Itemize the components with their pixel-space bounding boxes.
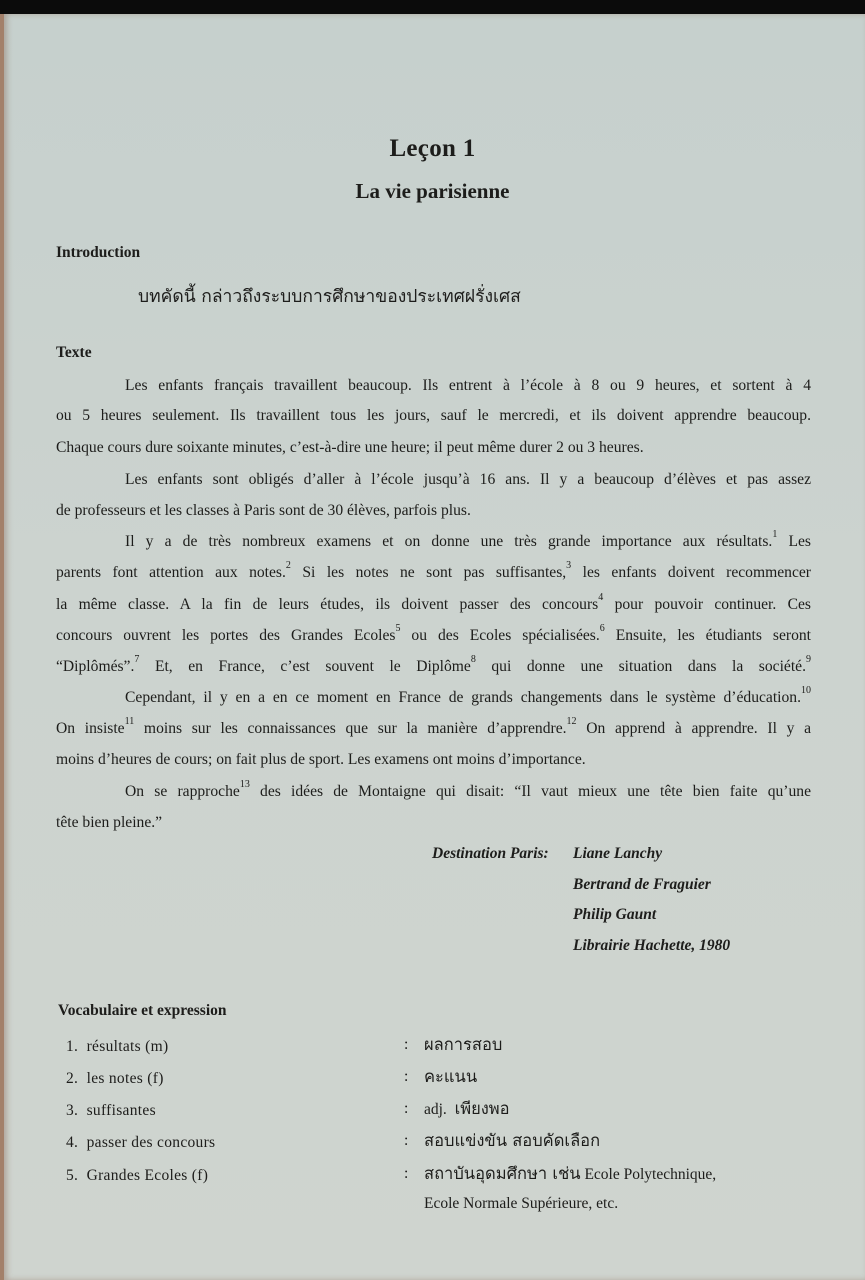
source-author: Liane Lanchy [573, 845, 663, 862]
texte-segment: qui donne une situation dans la société. [475, 658, 806, 675]
vocab-colon: : [404, 1165, 409, 1182]
texte-segment: des idées de Montaigne qui disait: “Il vaut mieux une tête bien faite qu’une [249, 783, 812, 800]
footnote-marker: 5 [395, 623, 401, 634]
introduction-text: บทคัดนี้ กล่าวถึงระบบการศึกษาของประเทศฝรั่งเศส [138, 287, 521, 307]
texte-line [125, 529, 812, 552]
vocab-term: Grandes Ecoles (f) [86, 1167, 209, 1184]
vocab-term-row: 2. les notes (f) [66, 1070, 164, 1087]
vocab-term-row: 3. suffisantes [66, 1102, 156, 1119]
footnote-marker: 7 [134, 654, 140, 665]
footnote-marker: 4 [598, 592, 604, 603]
vocab-colon: : [404, 1132, 409, 1149]
texte-segment: les enfants doivent recommencer [571, 564, 811, 581]
texte-line [56, 623, 812, 646]
vocab-term-row: 5. Grandes Ecoles (f) [66, 1167, 209, 1184]
vocab-colon: : [404, 1068, 409, 1085]
texte-line: tête bien pleine.” [56, 814, 163, 831]
footnote-marker: 3 [566, 560, 572, 571]
texte-line [125, 685, 811, 708]
texte-segment: “Diplômés”. [56, 658, 135, 675]
footnote-marker: 10 [801, 685, 811, 696]
footnote-marker: 1 [772, 529, 778, 540]
vocab-definition: ผลการสอบ [424, 1035, 503, 1054]
texte-line: moins d’heures de cours; on fait plus de sport. Les examens ont moins d’importance. [56, 751, 586, 768]
texte-line: Les enfants français travaillent beaucoup. Ils entrent à l’école à 8 ou 9 heures, et sortent à 4 [125, 377, 811, 394]
vocab-definition: คะแนน [424, 1067, 478, 1086]
vocab-term-row: 1. résultats (m) [66, 1038, 169, 1055]
texte-line: Les enfants sont obligés d’aller à l’école jusqu’à 16 ans. Il y a beaucoup d’élèves et pas assez [125, 471, 811, 488]
source-publisher: Librairie Hachette, 1980 [573, 937, 731, 954]
introduction-heading: Introduction [56, 244, 141, 261]
texte-segment: ou des Ecoles spécialisées. [400, 627, 600, 644]
texte-segment: On apprend à apprendre. Il y a [576, 720, 811, 737]
footnote-marker: 2 [285, 560, 291, 571]
texte-line: de professeurs et les classes à Paris sont de 30 élèves, parfois plus. [56, 502, 471, 519]
source-author: Bertrand de Fraguier [573, 876, 711, 893]
texte-line: ou 5 heures seulement. Ils travaillent tous les jours, sauf le mercredi, et ils doivent apprendre beaucoup. [56, 407, 811, 424]
texte-segment: Il y a de très nombreux examens et on donne une très grande importance aux résultats. [125, 533, 773, 550]
texte-segment: parents font attention aux notes. [56, 564, 286, 581]
vocab-term-row: 4. passer des concours [66, 1134, 216, 1151]
texte-line: Chaque cours dure soixante minutes, c’est-à-dire une heure; il peut même durer 2 ou 3 heures. [56, 439, 644, 456]
texte-segment: Si les notes ne sont pas suffisantes, [290, 564, 567, 581]
footnote-marker: 8 [470, 654, 476, 665]
footnote-marker: 11 [124, 716, 135, 727]
vocab-term: suffisantes [86, 1102, 156, 1119]
texte-segment: Ensuite, les étudiants seront [604, 627, 812, 644]
texte-segment: concours ouvrent les portes des Grandes Ecoles [56, 627, 396, 644]
vocab-colon: : [404, 1100, 409, 1117]
texte-segment: On insiste [56, 720, 125, 737]
texte-heading: Texte [56, 344, 92, 361]
texte-line [56, 716, 811, 739]
vocab-term: résultats (m) [86, 1038, 169, 1055]
footnote-marker: 6 [599, 623, 605, 634]
vocab-definition-continued: Ecole Normale Supérieure, etc. [424, 1195, 619, 1212]
texte-line [56, 592, 811, 615]
texte-line [56, 560, 811, 583]
vocab-colon: : [404, 1036, 409, 1053]
vocab-definition: สอบแข่งขัน สอบคัดเลือก [424, 1131, 601, 1150]
footnote-marker: 12 [566, 716, 577, 727]
footnote-marker: 9 [806, 654, 811, 665]
texte-segment: Cependant, il y en a en ce moment en France de grands changements dans le système d’éducation. [125, 689, 801, 706]
source-label: Destination Paris: [432, 845, 549, 862]
lesson-subtitle: La vie parisienne [355, 179, 510, 203]
source-author: Philip Gaunt [573, 906, 657, 923]
vocabulary-heading: Vocabulaire et expression [58, 1002, 227, 1019]
lesson-title: Leçon 1 [389, 135, 476, 162]
texte-segment: Les [777, 533, 812, 550]
vocab-definition: adj. เพียงพอ [424, 1099, 510, 1118]
vocab-definition: สถาบันอุดมศึกษา เช่น Ecole Polytechnique, [424, 1164, 717, 1183]
texte-segment: pour pouvoir continuer. Ces [603, 596, 811, 613]
vocab-term: les notes (f) [86, 1070, 164, 1087]
texte-segment: On se rapproche [125, 783, 240, 800]
texte-line [56, 654, 811, 677]
texte-segment: la même classe. A la fin de leurs études, ils doivent passer des concours [56, 596, 599, 613]
vocab-term: passer des concours [86, 1134, 216, 1151]
texte-line [125, 779, 812, 802]
texte-segment: moins sur les connaissances que sur la manière d’apprendre. [134, 720, 567, 737]
footnote-marker: 13 [239, 779, 250, 790]
texte-segment: Et, en France, c’est souvent le Diplôme [139, 658, 471, 675]
